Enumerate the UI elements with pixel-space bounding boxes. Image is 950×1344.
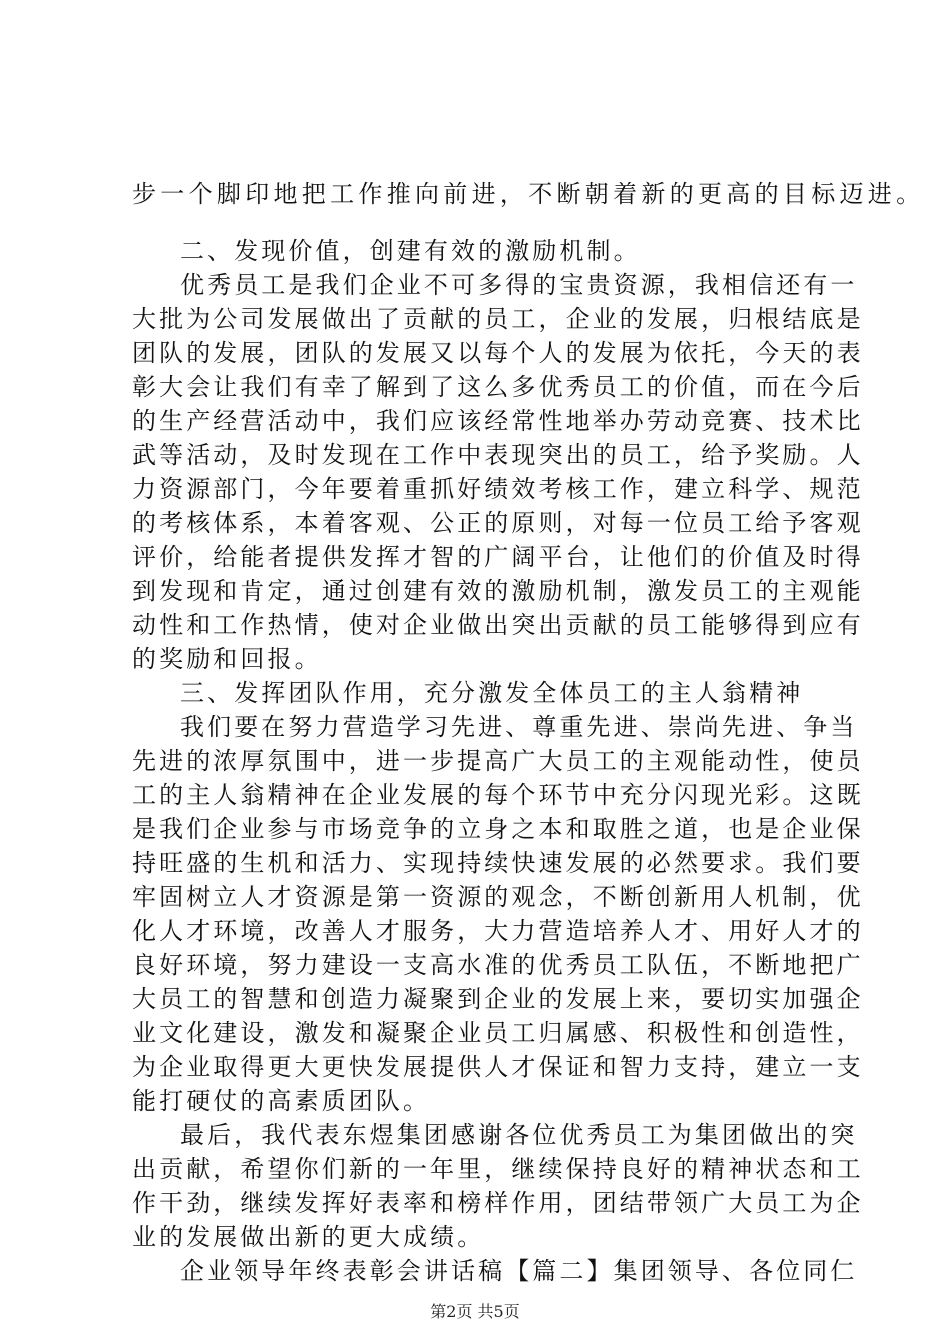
- text-line: 步一个脚印地把工作推向前进，不断朝着新的更高的目标迈进。: [132, 180, 925, 208]
- text-line: 武等活动，及时发现在工作中表现突出的员工，给予奖励。人: [132, 441, 864, 469]
- page-number-footer: 第2页 共5页: [430, 1302, 520, 1321]
- text-line: 优秀员工是我们企业不可多得的宝贵资源，我相信还有一: [180, 271, 858, 299]
- text-line: 团队的发展，团队的发展又以每个人的发展为依托，今天的表: [132, 339, 864, 367]
- text-line: 我们要在努力营造学习先进、尊重先进、崇尚先进、争当: [180, 713, 858, 741]
- text-line: 业的发展做出新的更大成绩。: [132, 1223, 485, 1251]
- text-line: 出贡献，希望你们新的一年里，继续保持良好的精神状态和工: [132, 1155, 864, 1183]
- text-line: 力资源部门，今年要着重抓好绩效考核工作，建立科学、规范: [132, 475, 864, 503]
- text-line: 牢固树立人才资源是第一资源的观念，不断创新用人机制，优: [132, 883, 864, 911]
- text-line: 是我们企业参与市场竞争的立身之本和取胜之道，也是企业保: [132, 815, 864, 843]
- text-line: 良好环境，努力建设一支高水准的优秀员工队伍，不断地把广: [132, 951, 864, 979]
- section-heading: 二、发现价值，创建有效的激励机制。: [180, 237, 641, 265]
- text-line: 动性和工作热情，使对企业做出突出贡献的员工能够得到应有: [132, 611, 864, 639]
- text-line: 评价，给能者提供发挥才智的广阔平台，让他们的价值及时得: [132, 543, 864, 571]
- text-line: 持旺盛的生机和活力、实现持续快速发展的必然要求。我们要: [132, 849, 864, 877]
- text-line: 工的主人翁精神在企业发展的每个环节中充分闪现光彩。这既: [132, 781, 864, 809]
- text-line: 大批为公司发展做出了贡献的员工，企业的发展，归根结底是: [132, 305, 864, 333]
- text-line: 为企业取得更大更快发展提供人才保证和智力支持，建立一支: [132, 1053, 864, 1081]
- text-line: 作干劲，继续发挥好表率和榜样作用，团结带领广大员工为企: [132, 1189, 864, 1217]
- text-line: 先进的浓厚氛围中，进一步提高广大员工的主观能动性，使员: [132, 747, 864, 775]
- text-line: 到发现和肯定，通过创建有效的激励机制，激发员工的主观能: [132, 577, 864, 605]
- text-line: 的奖励和回报。: [132, 645, 322, 673]
- text-line: 的考核体系，本着客观、公正的原则，对每一位员工给予客观: [132, 509, 864, 537]
- text-line: 大员工的智慧和创造力凝聚到企业的发展上来，要切实加强企: [132, 985, 864, 1013]
- text-line: 企业领导年终表彰会讲话稿【篇二】集团领导、各位同仁: [180, 1257, 858, 1285]
- text-line: 化人才环境，改善人才服务，大力营造培养人才、用好人才的: [132, 917, 864, 945]
- text-line: 业文化建设，激发和凝聚企业员工归属感、积极性和创造性，: [132, 1019, 864, 1047]
- text-line: 彰大会让我们有幸了解到了这么多优秀员工的价值，而在今后: [132, 373, 864, 401]
- section-heading: 三、发挥团队作用，充分激发全体员工的主人翁精神: [180, 679, 804, 707]
- text-line: 的生产经营活动中，我们应该经常性地举办劳动竞赛、技术比: [132, 407, 864, 435]
- text-line: 最后，我代表东煜集团感谢各位优秀员工为集团做出的突: [180, 1121, 858, 1149]
- text-line: 能打硬仗的高素质团队。: [132, 1087, 431, 1115]
